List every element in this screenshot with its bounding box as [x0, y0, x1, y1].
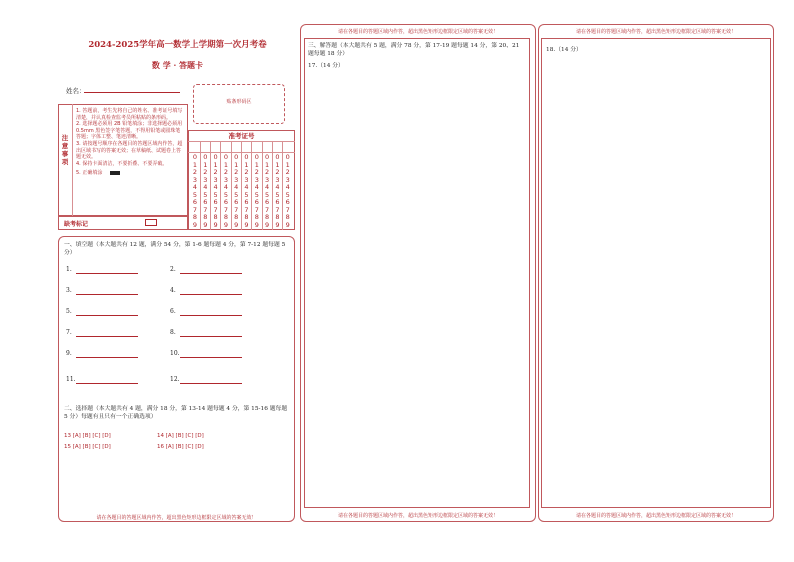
exam-digit-bubble[interactable]: 1 — [203, 160, 208, 169]
exam-digit-bubble[interactable]: 4 — [265, 183, 270, 191]
exam-digit-bubble[interactable]: 1 — [285, 160, 290, 169]
exam-digit-bubble[interactable]: 0 — [234, 153, 239, 161]
blank-label: 5. — [66, 308, 72, 315]
section1-heading: 一、填空题（本大题共有 12 题，满分 54 分，第 1-6 题每题 4 分，第 7-12 题每题 5 分） — [64, 242, 286, 256]
exam-digit-bubble[interactable]: 5 — [254, 190, 259, 199]
exam-digit-bubble[interactable]: 7 — [275, 205, 280, 214]
exam-digit-bubble[interactable]: 6 — [192, 198, 198, 206]
blank-label: 6. — [170, 308, 176, 315]
blank-label: 2. — [170, 266, 176, 273]
blank-label: 9. — [66, 350, 72, 357]
notice-list — [76, 108, 184, 177]
q18-label: 18.（14 分） — [546, 47, 582, 53]
section3-heading: 三、解答题（本大题共有 5 题，满分 78 分，第 17-19 题每题 14 分，第 20、21 题每题 18 分） — [308, 43, 520, 57]
exam-number-column[interactable] — [273, 154, 281, 229]
blank-label: 10. — [170, 350, 180, 357]
exam-digit-bubble[interactable]: 5 — [244, 190, 249, 199]
exam-number-column[interactable] — [284, 154, 292, 229]
exam-digit-bubble[interactable]: 2 — [234, 168, 239, 176]
name-field[interactable] — [84, 92, 180, 93]
exam-digit-bubble[interactable]: 3 — [285, 175, 290, 184]
q17-label: 17.（14 分） — [308, 63, 344, 69]
sheet-title: 2024-2025学年高一数学上学期第一次月考卷 — [88, 40, 267, 50]
exam-digit-bubble[interactable]: 1 — [223, 160, 228, 169]
exam-number-column[interactable] — [263, 154, 271, 229]
exam-digit-bubble[interactable]: 0 — [285, 153, 290, 161]
exam-digit-bubble[interactable]: 5 — [223, 190, 228, 199]
exam-digit-bubble[interactable]: 3 — [192, 175, 198, 184]
barcode-label: 贴条形码区 — [226, 99, 252, 105]
exam-digit-bubble[interactable]: 8 — [254, 213, 259, 221]
exam-digit-bubble[interactable]: 8 — [244, 213, 249, 221]
exam-grid-divider — [241, 141, 242, 230]
exam-digit-bubble[interactable]: 6 — [275, 198, 280, 206]
blank-answer-line[interactable] — [76, 273, 138, 274]
blank-answer-line[interactable] — [180, 383, 242, 384]
warning-right-top: 请在各题目的答题区域内作答，超出黑色矩形边框限定区域的答案无效！ — [575, 29, 736, 35]
exam-digit-bubble[interactable]: 4 — [203, 183, 208, 191]
exam-grid-divider — [231, 141, 232, 230]
exam-digit-bubble[interactable]: 8 — [223, 213, 228, 221]
blank-answer-line[interactable] — [76, 357, 138, 358]
exam-digit-bubble[interactable]: 7 — [265, 205, 270, 214]
exam-grid-divider — [220, 141, 221, 230]
exam-digit-bubble[interactable]: 9 — [265, 220, 270, 229]
notice-item: 4. 保持卡面清洁，不要折叠、不要弄破。 — [76, 160, 168, 167]
exam-digit-bubble[interactable]: 1 — [192, 160, 198, 169]
exam-digit-bubble[interactable]: 0 — [254, 153, 259, 161]
notice-heading: 注意事项 — [61, 134, 69, 166]
section2-heading: 二、选择题（本大题共有 4 题，满分 18 分，第 13-14 题每题 4 分，第 15-16 题每题 5 分）每题有且只有一个正确选项） — [64, 406, 288, 420]
exam-digit-bubble[interactable]: 0 — [213, 153, 218, 161]
exam-digit-bubble[interactable]: 4 — [244, 183, 249, 191]
notice-item: 2. 选择题必须用 2B 铅笔填涂；非选择题必须用 0.5mm 黑色签字笔答题，不得用铅笔或圆珠笔答题；字体工整、笔迹清晰。 — [76, 121, 183, 141]
notice-divider — [72, 104, 73, 216]
exam-number-column[interactable] — [232, 154, 240, 229]
exam-number-column[interactable] — [243, 154, 251, 229]
exam-digit-bubble[interactable]: 6 — [213, 198, 218, 206]
exam-digit-bubble[interactable]: 0 — [265, 153, 270, 161]
blank-answer-line[interactable] — [76, 336, 138, 337]
exam-digit-bubble[interactable]: 4 — [192, 183, 198, 191]
blank-label: 12. — [170, 376, 180, 383]
exam-digit-bubble[interactable]: 5 — [203, 190, 208, 199]
exam-digit-bubble[interactable]: 6 — [254, 198, 259, 206]
blank-answer-line[interactable] — [76, 315, 138, 316]
exam-digit-bubble[interactable]: 1 — [254, 160, 259, 169]
notice-item: 1. 答题前，考生先将自己的姓名、准考证号填写清楚，并认真检查监考员所粘贴的条形码。 — [76, 108, 183, 121]
exam-digit-bubble[interactable]: 6 — [223, 198, 228, 206]
exam-digit-bubble[interactable]: 6 — [234, 198, 239, 206]
exam-digit-bubble[interactable]: 7 — [244, 205, 249, 214]
blank-answer-line[interactable] — [180, 336, 242, 337]
exam-digit-bubble[interactable]: 8 — [203, 213, 208, 221]
blank-answer-line[interactable] — [180, 294, 242, 295]
choice-row-13[interactable]: 13 [A] [B] [C] [D] — [64, 433, 111, 439]
exam-digit-bubble[interactable]: 2 — [244, 168, 249, 176]
exam-digit-bubble[interactable]: 7 — [285, 205, 290, 214]
exam-digit-bubble[interactable]: 9 — [285, 220, 290, 229]
exam-digit-bubble[interactable]: 0 — [223, 153, 228, 161]
exam-grid-divider — [200, 141, 201, 230]
q17-answer-box[interactable] — [304, 38, 530, 508]
exam-digit-bubble[interactable]: 6 — [285, 198, 290, 206]
exam-digit-bubble[interactable]: 0 — [203, 153, 208, 161]
exam-digit-bubble[interactable]: 3 — [223, 175, 228, 184]
exam-digit-bubble[interactable]: 4 — [223, 183, 228, 191]
notice-item: 3. 请按题号顺序在各题目的答题区域内作答，超出区域书写的答案无效；在草稿纸、试题卷上答题无效。 — [76, 140, 183, 161]
blank-answer-line[interactable] — [180, 273, 242, 274]
blank-label: 7. — [66, 329, 72, 336]
exam-grid-divider — [251, 141, 252, 230]
absent-checkbox[interactable] — [145, 219, 157, 226]
exam-digit-bubble[interactable]: 3 — [254, 175, 259, 184]
choice-row-14[interactable]: 14 [A] [B] [C] [D] — [157, 433, 204, 439]
exam-digit-bubble[interactable]: 3 — [275, 175, 280, 184]
exam-grid-divider — [210, 141, 211, 230]
exam-digit-bubble[interactable]: 6 — [244, 198, 249, 206]
exam-grid-divider — [262, 141, 263, 230]
exam-digit-bubble[interactable]: 0 — [192, 153, 198, 161]
exam-digit-bubble[interactable]: 4 — [213, 183, 218, 191]
exam-digit-bubble[interactable]: 9 — [234, 220, 239, 229]
exam-digit-bubble[interactable]: 2 — [275, 168, 280, 176]
warning-middle-bottom: 请在各题目的答题区域内作答，超出黑色矩形边框限定区域的答案无效！ — [337, 513, 498, 519]
blank-label: 4. — [170, 287, 176, 294]
exam-digit-bubble[interactable]: 4 — [254, 183, 259, 191]
exam-digit-bubble[interactable]: 5 — [234, 190, 239, 199]
exam-digit-bubble[interactable]: 8 — [192, 213, 198, 221]
choice-row-16[interactable]: 16 [A] [B] [C] [D] — [157, 444, 204, 450]
exam-digit-bubble[interactable]: 1 — [234, 160, 239, 169]
exam-digit-bubble[interactable]: 2 — [203, 168, 208, 176]
exam-digit-bubble[interactable]: 9 — [203, 220, 208, 229]
exam-digit-bubble[interactable]: 3 — [265, 175, 270, 184]
exam-digit-bubble[interactable]: 5 — [275, 190, 280, 199]
exam-digit-bubble[interactable]: 1 — [265, 160, 270, 169]
warning-left: 请在各题目的答题区域内作答，超出黑色矩形边框限定区域的答案无效！ — [96, 515, 257, 521]
exam-digit-bubble[interactable]: 9 — [275, 220, 280, 229]
exam-number-column[interactable] — [253, 154, 261, 229]
notice-item: 5. 正确填涂 — [76, 170, 103, 177]
exam-digit-bubble[interactable]: 3 — [244, 175, 249, 184]
exam-digit-bubble[interactable]: 1 — [275, 160, 280, 169]
exam-digit-bubble[interactable]: 8 — [213, 213, 218, 221]
warning-right-bottom: 请在各题目的答题区域内作答，超出黑色矩形边框限定区域的答案无效！ — [575, 513, 736, 519]
exam-digit-bubble[interactable]: 2 — [223, 168, 228, 176]
exam-digit-bubble[interactable]: 4 — [285, 183, 290, 191]
exam-number-column[interactable] — [222, 154, 230, 229]
exam-number-column[interactable] — [212, 154, 220, 229]
exam-digit-bubble[interactable]: 8 — [234, 213, 239, 221]
exam-digit-bubble[interactable]: 9 — [254, 220, 259, 229]
choice-row-15[interactable]: 15 [A] [B] [C] [D] — [64, 444, 111, 450]
exam-digit-bubble[interactable]: 9 — [213, 220, 218, 229]
exam-digit-bubble[interactable]: 3 — [234, 175, 239, 184]
filled-mark-sample — [110, 171, 120, 175]
exam-digit-bubble[interactable]: 5 — [192, 190, 198, 199]
exam-digit-bubble[interactable]: 1 — [213, 160, 218, 169]
blank-answer-line[interactable] — [76, 294, 138, 295]
exam-digit-bubble[interactable]: 7 — [234, 205, 239, 214]
exam-digit-bubble[interactable]: 2 — [265, 168, 270, 176]
warning-middle-top: 请在各题目的答题区域内作答，超出黑色矩形边框限定区域的答案无效！ — [337, 29, 498, 35]
blank-label: 11. — [66, 376, 76, 383]
exam-digit-bubble[interactable]: 9 — [192, 220, 198, 229]
exam-number-column[interactable] — [191, 154, 199, 229]
exam-digit-bubble[interactable]: 3 — [213, 175, 218, 184]
q18-answer-box[interactable] — [541, 38, 771, 508]
sheet-subtitle: 数 学 · 答题卡 — [151, 60, 204, 70]
exam-digit-bubble[interactable]: 8 — [285, 213, 290, 221]
exam-digit-bubble[interactable]: 5 — [285, 190, 290, 199]
exam-grid-divider — [272, 141, 273, 230]
exam-digit-bubble[interactable]: 5 — [265, 190, 270, 199]
exam-grid-divider — [282, 141, 283, 230]
exam-digit-bubble[interactable]: 0 — [244, 153, 249, 161]
blank-label: 8. — [170, 329, 176, 336]
exam-digit-bubble[interactable]: 8 — [275, 213, 280, 221]
exam-digit-bubble[interactable]: 1 — [244, 160, 249, 169]
exam-digit-bubble[interactable]: 7 — [192, 205, 198, 214]
name-label: 姓名： — [66, 87, 86, 95]
exam-digit-bubble[interactable]: 4 — [234, 183, 239, 191]
exam-digit-bubble[interactable]: 9 — [244, 220, 249, 229]
blank-answer-line[interactable] — [180, 315, 242, 316]
exam-digit-bubble[interactable]: 2 — [285, 168, 290, 176]
exam-number-label: 准考证号 — [228, 132, 255, 140]
exam-digit-bubble[interactable]: 7 — [213, 205, 218, 214]
exam-digit-bubble[interactable]: 2 — [254, 168, 259, 176]
notice-item-fill-sample — [76, 170, 184, 177]
exam-digit-bubble[interactable]: 9 — [223, 220, 228, 229]
exam-digit-bubble[interactable]: 3 — [203, 175, 208, 184]
blank-label: 1. — [66, 266, 72, 273]
blank-answer-line[interactable] — [180, 357, 242, 358]
exam-digit-bubble[interactable]: 7 — [203, 205, 208, 214]
exam-digit-bubble[interactable]: 0 — [275, 153, 280, 161]
exam-digit-bubble[interactable]: 6 — [265, 198, 270, 206]
exam-digit-bubble[interactable]: 2 — [192, 168, 198, 176]
blank-label: 3. — [66, 287, 72, 294]
exam-digit-bubble[interactable]: 7 — [254, 205, 259, 214]
blank-answer-line[interactable] — [76, 383, 138, 384]
exam-digit-bubble[interactable]: 7 — [223, 205, 228, 214]
exam-digit-bubble[interactable]: 5 — [213, 190, 218, 199]
exam-digit-bubble[interactable]: 6 — [203, 198, 208, 206]
barcode-area — [193, 84, 285, 124]
exam-number-column[interactable] — [201, 154, 209, 229]
exam-digit-bubble[interactable]: 4 — [275, 183, 280, 191]
exam-digit-bubble[interactable]: 8 — [265, 213, 270, 221]
absent-label: 缺考标记 — [64, 221, 89, 228]
exam-digit-bubble[interactable]: 2 — [213, 168, 218, 176]
